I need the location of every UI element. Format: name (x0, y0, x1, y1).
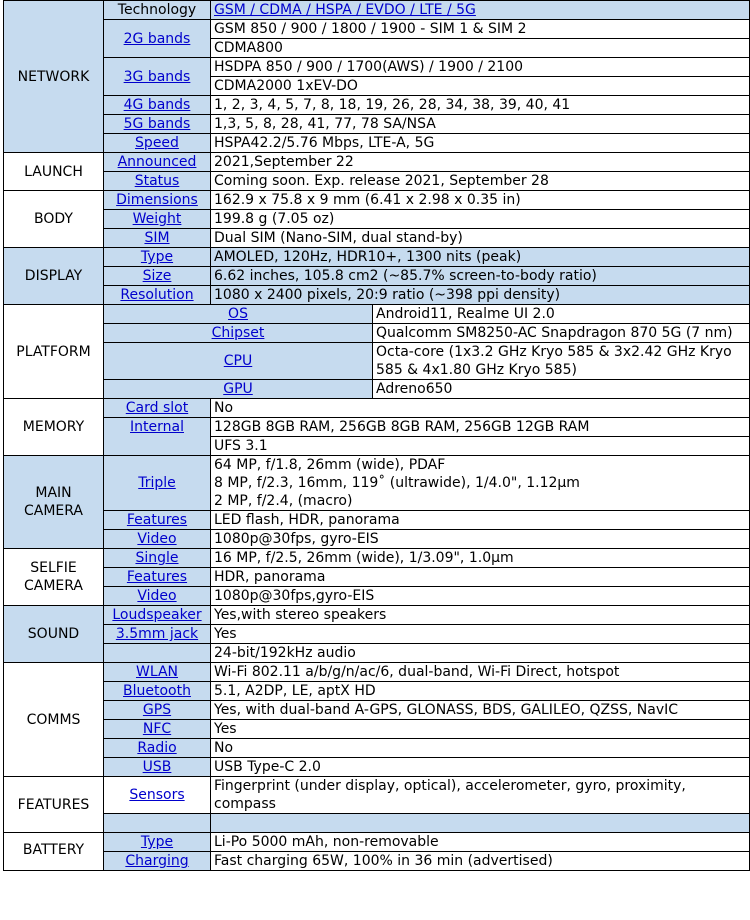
nfc-value: Yes (211, 720, 750, 739)
category-sound: SOUND (4, 606, 104, 663)
main-features-value: LED flash, HDR, panorama (211, 511, 750, 530)
category-main-camera (4, 456, 104, 549)
main-video-link[interactable]: Video (137, 531, 177, 547)
internal-value-1: 128GB 8GB RAM, 256GB 8GB RAM, 256GB 12GB RAM (211, 418, 750, 437)
chipset-link[interactable]: Chipset (211, 325, 265, 341)
speed-value: HSPA42.2/5.76 Mbps, LTE-A, 5G (211, 134, 750, 153)
status-value: Coming soon. Exp. release 2021, September 28 (211, 172, 750, 191)
bands4g-value: 1, 2, 3, 4, 5, 7, 8, 18, 19, 26, 28, 34, 38, 39, 40, 41 (211, 96, 750, 115)
loudspeaker-link[interactable]: Loudspeaker (112, 607, 202, 623)
display-size-link[interactable]: Size (142, 268, 172, 284)
chipset-value: Qualcomm SM8250-AC Snapdragon 870 5G (7 nm) (373, 324, 750, 343)
main-features-link[interactable]: Features (126, 512, 188, 528)
features-value-blank (211, 814, 750, 833)
bands4g-link[interactable]: 4G bands (123, 97, 191, 113)
cpu-link[interactable]: CPU (223, 353, 253, 369)
battery-type-link[interactable]: Type (140, 834, 174, 850)
category-display: DISPLAY (4, 248, 104, 305)
selfie-features-link[interactable]: Features (126, 569, 188, 585)
sensors-value: Fingerprint (under display, optical), accelerometer, gyro, proximity, compass (211, 777, 750, 814)
selfie-features-value: HDR, panorama (211, 568, 750, 587)
main-camera-label-2: CAMERA (23, 503, 83, 519)
nfc-link[interactable]: NFC (142, 721, 172, 737)
internal-value-2: UFS 3.1 (211, 437, 750, 456)
category-network: NETWORK (4, 1, 104, 153)
bands3g-value-2: CDMA2000 1xEV-DO (211, 77, 750, 96)
bluetooth-value: 5.1, A2DP, LE, aptX HD (211, 682, 750, 701)
sim-link[interactable]: SIM (144, 230, 170, 246)
bluetooth-link[interactable]: Bluetooth (123, 683, 191, 699)
display-type-link[interactable]: Type (140, 249, 174, 265)
features-key-blank (104, 814, 211, 833)
triple-value-1: 64 MP, f/1.8, 26mm (wide), PDAF (214, 457, 446, 473)
usb-value: USB Type-C 2.0 (211, 758, 750, 777)
cpu-value: Octa-core (1x3.2 GHz Kryo 585 & 3x2.42 GHz Kryo 585 & 4x1.80 GHz Kryo 585) (373, 343, 750, 380)
announced-link[interactable]: Announced (117, 154, 197, 170)
bands2g-value-2: CDMA800 (211, 39, 750, 58)
selfie-camera-label-2: CAMERA (23, 578, 83, 594)
gpu-value: Adreno650 (373, 380, 750, 399)
selfie-video-value: 1080p@30fps,gyro-EIS (211, 587, 750, 606)
announced-value: 2021,September 22 (211, 153, 750, 172)
cardslot-value: No (211, 399, 750, 418)
technology-link[interactable]: GSM / CDMA / HSPA / EVDO / LTE / 5G (214, 2, 476, 18)
battery-type-value: Li-Po 5000 mAh, non-removable (211, 833, 750, 852)
category-battery: BATTERY (4, 833, 104, 871)
triple-value (211, 456, 750, 511)
jack-value-2: 24-bit/192kHz audio (211, 644, 750, 663)
category-memory: MEMORY (4, 399, 104, 456)
wlan-value: Wi-Fi 802.11 a/b/g/n/ac/6, dual-band, Wi-Fi Direct, hotspot (211, 663, 750, 682)
charging-value: Fast charging 65W, 100% in 36 min (advertised) (211, 852, 750, 871)
charging-link[interactable]: Charging (125, 853, 189, 869)
status-link[interactable]: Status (134, 173, 180, 189)
cardslot-link[interactable]: Card slot (125, 400, 189, 416)
usb-link[interactable]: USB (142, 759, 172, 775)
sensors-link[interactable]: Sensors (129, 787, 185, 803)
gps-link[interactable]: GPS (142, 702, 172, 718)
jack-link[interactable]: 3.5mm jack (115, 626, 199, 642)
category-features: FEATURES (4, 777, 104, 833)
category-platform: PLATFORM (4, 305, 104, 399)
speed-link[interactable]: Speed (135, 135, 179, 151)
jack-key-blank (104, 644, 211, 663)
bands2g-value-1: GSM 850 / 900 / 1800 / 1900 - SIM 1 & SIM 2 (211, 20, 750, 39)
triple-value-2: 8 MP, f/2.3, 16mm, 119˚ (ultrawide), 1/4.0", 1.12µm (214, 475, 580, 491)
bands3g-link[interactable]: 3G bands (123, 68, 191, 85)
display-type-value: AMOLED, 120Hz, HDR10+, 1300 nits (peak) (211, 248, 750, 267)
radio-link[interactable]: Radio (137, 740, 177, 756)
selfie-video-link[interactable]: Video (137, 588, 177, 604)
bands2g-link[interactable]: 2G bands (123, 30, 191, 47)
category-body: BODY (4, 191, 104, 248)
category-selfie-camera (4, 549, 104, 606)
display-size-value: 6.62 inches, 105.8 cm2 (~85.7% screen-to-body ratio) (211, 267, 750, 286)
spec-key-technology: Technology (104, 1, 211, 20)
weight-value: 199.8 g (7.05 oz) (211, 210, 750, 229)
gpu-link[interactable]: GPU (223, 381, 253, 397)
internal-link[interactable]: Internal (130, 419, 184, 435)
radio-value: No (211, 739, 750, 758)
os-link[interactable]: OS (228, 306, 248, 322)
category-comms: COMMS (4, 663, 104, 777)
loudspeaker-value: Yes,with stereo speakers (211, 606, 750, 625)
selfie-camera-label-1: SELFIE (30, 560, 77, 576)
weight-link[interactable]: Weight (132, 211, 182, 227)
resolution-value: 1080 x 2400 pixels, 20:9 ratio (~398 ppi density) (211, 286, 750, 305)
resolution-link[interactable]: Resolution (120, 287, 194, 303)
specs-table (3, 0, 750, 871)
main-camera-label-1: MAIN (35, 485, 72, 501)
triple-link[interactable]: Triple (138, 475, 176, 491)
single-link[interactable]: Single (135, 550, 179, 566)
jack-value-1: Yes (211, 625, 750, 644)
bands3g-value-1: HSDPA 850 / 900 / 1700(AWS) / 1900 / 2100 (211, 58, 750, 77)
main-video-value: 1080p@30fps, gyro-EIS (211, 530, 750, 549)
gps-value: Yes, with dual-band A-GPS, GLONASS, BDS, GALILEO, QZSS, NavIC (211, 701, 750, 720)
wlan-link[interactable]: WLAN (135, 664, 178, 680)
triple-value-3: 2 MP, f/2.4, (macro) (214, 493, 353, 509)
bands5g-value: 1,3, 5, 8, 28, 41, 77, 78 SA/NSA (211, 115, 750, 134)
bands5g-link[interactable]: 5G bands (123, 116, 191, 132)
sim-value: Dual SIM (Nano-SIM, dual stand-by) (211, 229, 750, 248)
os-value: Android11, Realme UI 2.0 (373, 305, 750, 324)
dimensions-value: 162.9 x 75.8 x 9 mm (6.41 x 2.98 x 0.35 in) (211, 191, 750, 210)
single-value: 16 MP, f/2.5, 26mm (wide), 1/3.09", 1.0µm (211, 549, 750, 568)
dimensions-link[interactable]: Dimensions (116, 192, 198, 208)
category-launch: LAUNCH (4, 153, 104, 191)
